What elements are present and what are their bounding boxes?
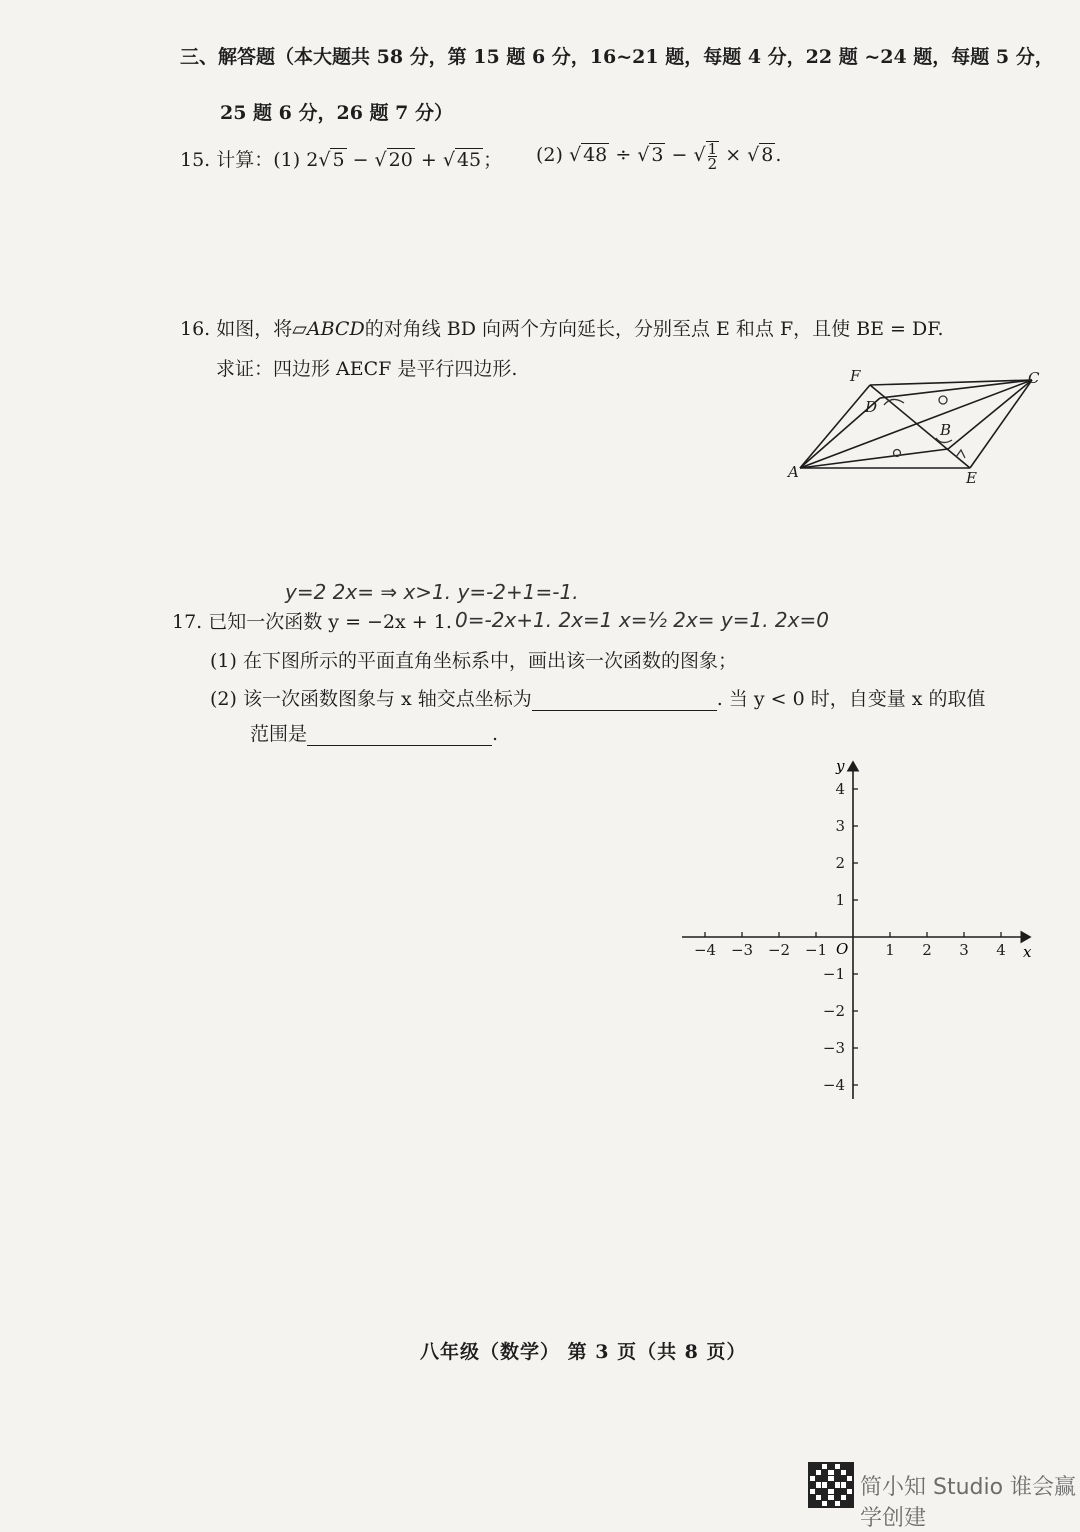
x-tick-label: 2 [922, 941, 932, 959]
q17-part2-text-b: . 当 y < 0 时，自变量 x 的取值 [716, 688, 986, 710]
q15-p1-coef: 2 [306, 149, 319, 171]
q17-line1 [172, 607, 452, 634]
x-tick-label: 3 [959, 941, 969, 959]
y-tick-label: 2 [835, 854, 845, 872]
x-tick-label: −1 [804, 941, 828, 959]
q15-p2-frac-num: 1 [707, 140, 718, 158]
q16-line1 [180, 314, 944, 341]
q15-part2-label: (2) [536, 144, 563, 166]
label-C: C [1028, 369, 1040, 387]
q15-p2-div: ÷ [615, 144, 632, 166]
q17-part2-text-a: (2) 该一次函数图象与 x 轴交点坐标为 [210, 688, 532, 710]
y-axis-label: y [836, 757, 845, 775]
q15-p1-minus: − [352, 149, 369, 171]
q15-p1-end: ； [483, 149, 503, 171]
x-tick-label: −4 [693, 941, 717, 959]
q16-text-a: 如图，将 [216, 318, 293, 340]
y-tick-label: −4 [822, 1076, 845, 1094]
q15-p1-rad3: 45 [456, 149, 482, 171]
q16-line2: 求证：四边形 AECF 是平行四边形. [216, 358, 518, 380]
q15-line [180, 145, 502, 172]
y-tick-label: −1 [822, 965, 845, 983]
q17-prompt: 已知一次函数 y = −2x + 1. [208, 611, 452, 633]
label-A: A [788, 463, 799, 481]
q16-text-b: 的对角线 BD 向两个方向延长，分别至点 E 和点 F，且使 BE = DF. [364, 318, 944, 340]
y-tick-label: −2 [822, 1002, 845, 1020]
q17-part2-text-c: 范围是 [250, 723, 308, 745]
q15-p2-end: . [775, 144, 782, 166]
q17-answer-blank-range[interactable] [307, 745, 492, 746]
mark-circle-top [939, 396, 947, 404]
y-tick-label: 4 [835, 780, 845, 798]
q17-answer-blank-intercept[interactable] [532, 710, 717, 711]
x-axis-label: x [1023, 943, 1032, 961]
q15-number: 15. [180, 149, 211, 171]
q15-p2-rad2: 3 [651, 144, 664, 166]
watermark: 简小知 Studio 谁会赢学创建 [860, 1475, 1077, 1531]
x-tick-label: 1 [885, 941, 895, 959]
y-tick-label: 3 [835, 817, 845, 835]
q16-number: 16. [180, 318, 211, 340]
section-heading: 三、解答题（本大题共 58 分，第 15 题 6 分，16~21 题，每题 4 分，22 题 ~24 题，每题 5 分， [180, 46, 1054, 68]
label-E: E [966, 469, 977, 487]
q15-p2-rad3: 8 [761, 144, 774, 166]
x-tick-label: −2 [767, 941, 791, 959]
q15-p1-plus: + [420, 149, 437, 171]
coordinate-plane[interactable] [680, 757, 1040, 1102]
origin-label: O [836, 940, 849, 958]
q17-part2-end: . [492, 723, 499, 745]
page-footer: 八年级（数学） 第 3 页（共 8 页） [420, 1341, 747, 1363]
q15-part1-expression: 2√ 5 − √ 20 + √ 45 ； [306, 149, 503, 171]
qr-code [808, 1462, 854, 1508]
q15-p2-frac-den: 2 [707, 155, 718, 173]
label-D: D [865, 398, 878, 416]
q15-prompt: 计算：(1) [216, 149, 301, 171]
q17-part1: (1) 在下图所示的平面直角坐标系中，画出该一次函数的图象； [210, 650, 737, 672]
q15-part2-expression: (2) √ 48 ÷ √ 3 − √ $\frac{1}{2}$ × √ 8 . [536, 140, 782, 173]
q15-p1-rad1: 5 [332, 149, 345, 171]
edge-AB [800, 449, 948, 468]
q16-figure [780, 365, 1050, 490]
q17-number: 17. [172, 611, 203, 633]
y-tick-label: −3 [822, 1039, 845, 1057]
section-heading-cont: 25 题 6 分，26 题 7 分） [220, 102, 454, 124]
label-F: F [850, 367, 861, 385]
q17-part2-line [210, 684, 986, 711]
q17-handwriting-inline: 0=-2x+1. 2x=1 x=½ 2x= y=1. 2x=0 [455, 608, 829, 632]
x-tick-label: 4 [996, 941, 1006, 959]
q15-p2-rad1: 48 [583, 144, 608, 166]
q17-handwriting-top: y=2 2x= ⇒ x>1. y=-2+1=-1. [285, 580, 579, 604]
label-B: B [940, 421, 952, 439]
y-tick-label: 1 [835, 891, 845, 909]
q15-p2-minus: − [671, 144, 688, 166]
x-tick-label: −3 [730, 941, 754, 959]
q16-parallelogram-symbol: ▱ABCD [292, 318, 365, 340]
q17-part2-line2 [250, 719, 498, 746]
q15-p2-times: × [725, 144, 742, 166]
q15-p1-rad2: 20 [388, 149, 413, 171]
